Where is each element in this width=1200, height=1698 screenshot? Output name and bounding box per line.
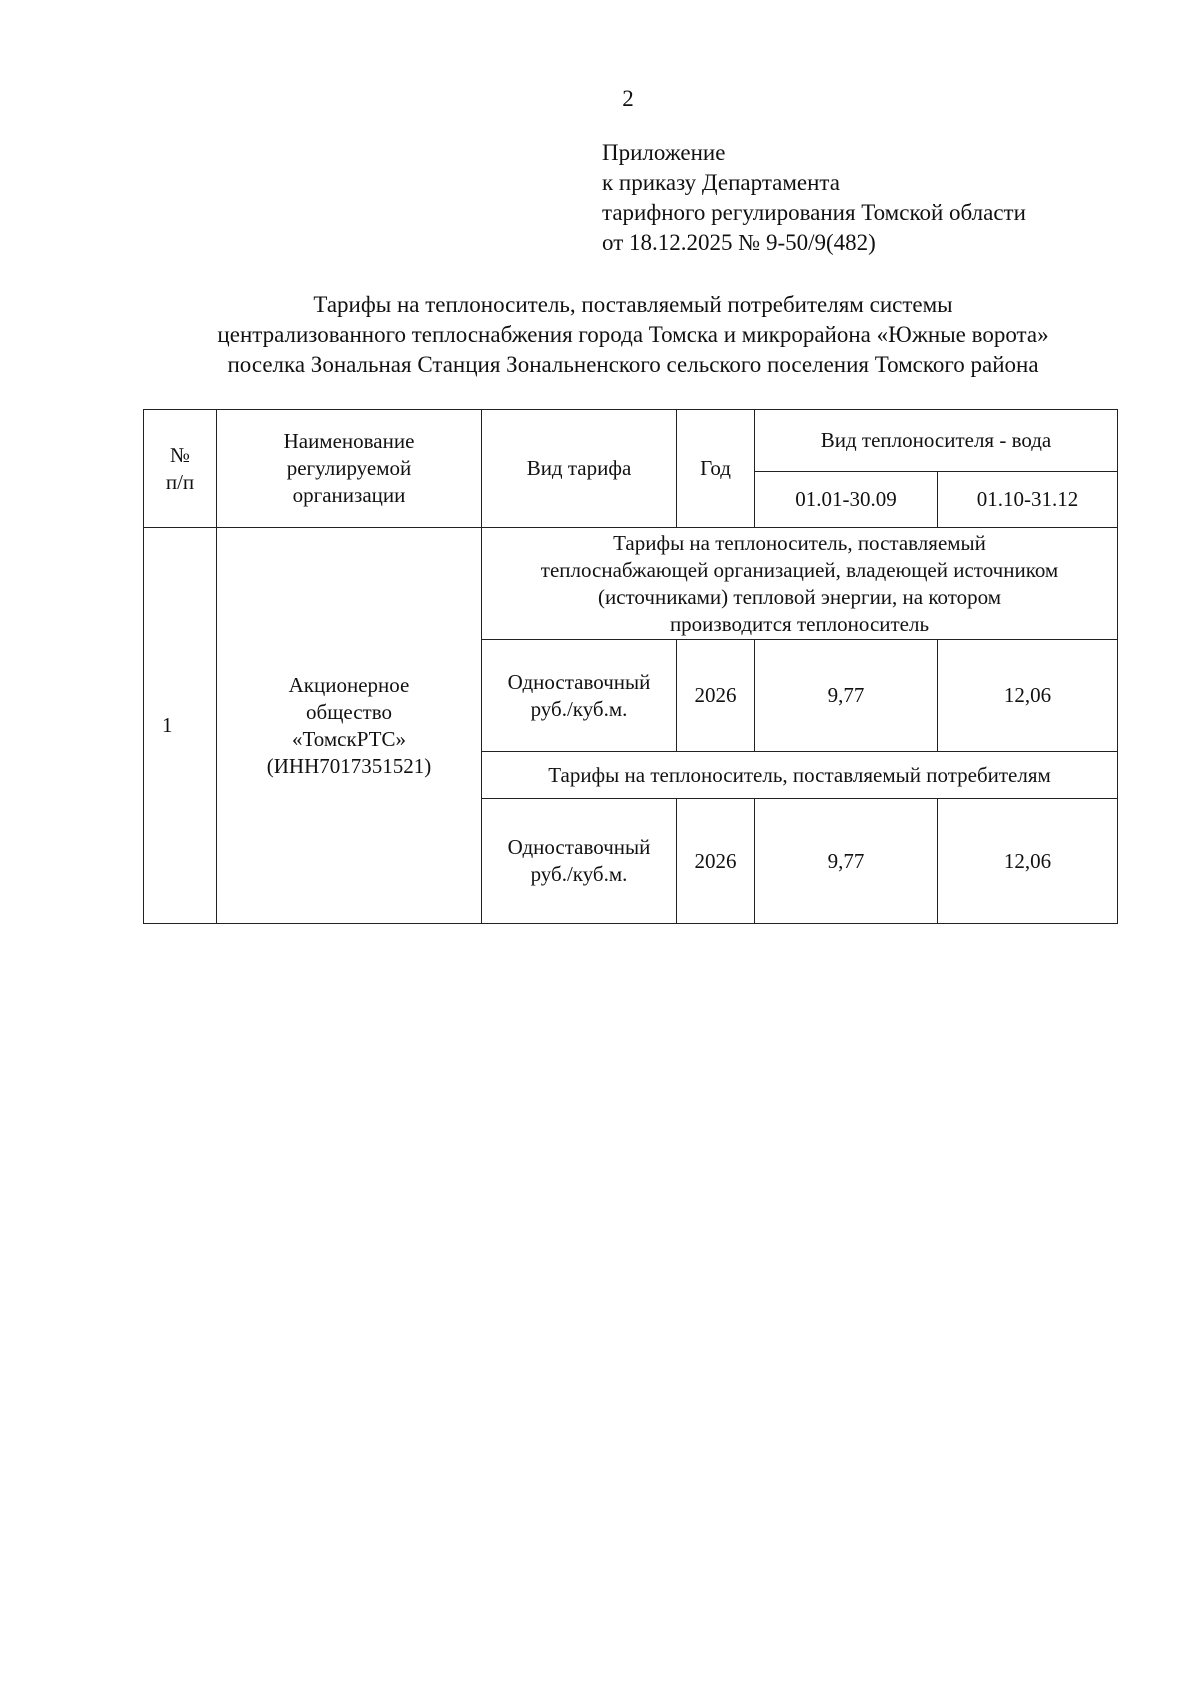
document-title — [110, 290, 1156, 380]
tariff-type-cell — [482, 640, 677, 752]
appendix-line: к приказу Департамента — [602, 170, 840, 195]
tariff-type-cell — [482, 799, 677, 924]
title-line: централизованного теплоснабжения города Томска и микрорайона «Южные ворота» — [217, 322, 1049, 347]
organization-line: «ТомскРТС» — [292, 726, 406, 751]
header-carrier-type: Вид теплоносителя - вода — [755, 410, 1118, 472]
header-row — [144, 410, 1118, 472]
section-heading-consumers: Тарифы на теплоноситель, поставляемый потребителям — [482, 752, 1118, 799]
section-row — [144, 528, 1118, 640]
title-line: поселка Зональная Станция Зональненского сельского поселения Томского района — [227, 352, 1039, 377]
organization-line: Акционерное — [288, 672, 410, 697]
section-heading-supplier — [482, 528, 1118, 640]
header-period-2: 01.10-31.12 — [938, 472, 1118, 528]
period-1-value: 9,77 — [755, 799, 938, 924]
header-organization-line: Наименование — [283, 429, 415, 453]
appendix-line: Приложение — [602, 140, 726, 165]
period-2-value: 12,06 — [938, 640, 1118, 752]
organization-inn: (ИНН7017351521) — [266, 753, 432, 778]
title-line: Тарифы на теплоноситель, поставляемый потребителям системы — [313, 292, 953, 317]
header-period-1: 01.01-30.09 — [755, 472, 938, 528]
tariff-unit-line: руб./куб.м. — [530, 862, 628, 886]
header-number — [144, 410, 217, 528]
year-cell: 2026 — [677, 799, 755, 924]
section-heading-line: Тарифы на теплоноситель, поставляемый — [613, 530, 986, 555]
header-organization-line: организации — [292, 483, 406, 507]
tariff-type-line: Одноставочный — [507, 669, 651, 694]
header-tariff-type: Вид тарифа — [482, 410, 677, 528]
section-heading-line: теплоснабжающей организацией, владеющей источником — [540, 557, 1059, 582]
header-organization — [217, 410, 482, 528]
tariff-type-line: Одноставочный — [507, 835, 651, 859]
section-heading-line: производится теплоноситель — [669, 611, 930, 636]
tariff-unit-line: руб./куб.м. — [530, 696, 628, 721]
header-organization-line: регулируемой — [286, 456, 412, 480]
section-heading-line: (источниками) тепловой энергии, на котором — [597, 584, 1002, 609]
header-number-line: п/п — [165, 469, 195, 494]
appendix-line: тарифного регулирования Томской области — [602, 200, 1026, 225]
organization-name — [217, 528, 482, 924]
year-cell: 2026 — [677, 640, 755, 752]
period-2-value: 12,06 — [938, 799, 1118, 924]
tariffs-table — [143, 409, 1118, 924]
page-number: 2 — [622, 86, 634, 111]
period-1-value: 9,77 — [755, 640, 938, 752]
row-number: 1 — [144, 528, 217, 924]
header-year: Год — [677, 410, 755, 528]
appendix-block — [602, 138, 1026, 258]
organization-line: общество — [306, 699, 392, 724]
header-number-line: № — [169, 442, 191, 467]
appendix-date-number: от 18.12.2025 № 9-50/9(482) — [602, 230, 876, 255]
